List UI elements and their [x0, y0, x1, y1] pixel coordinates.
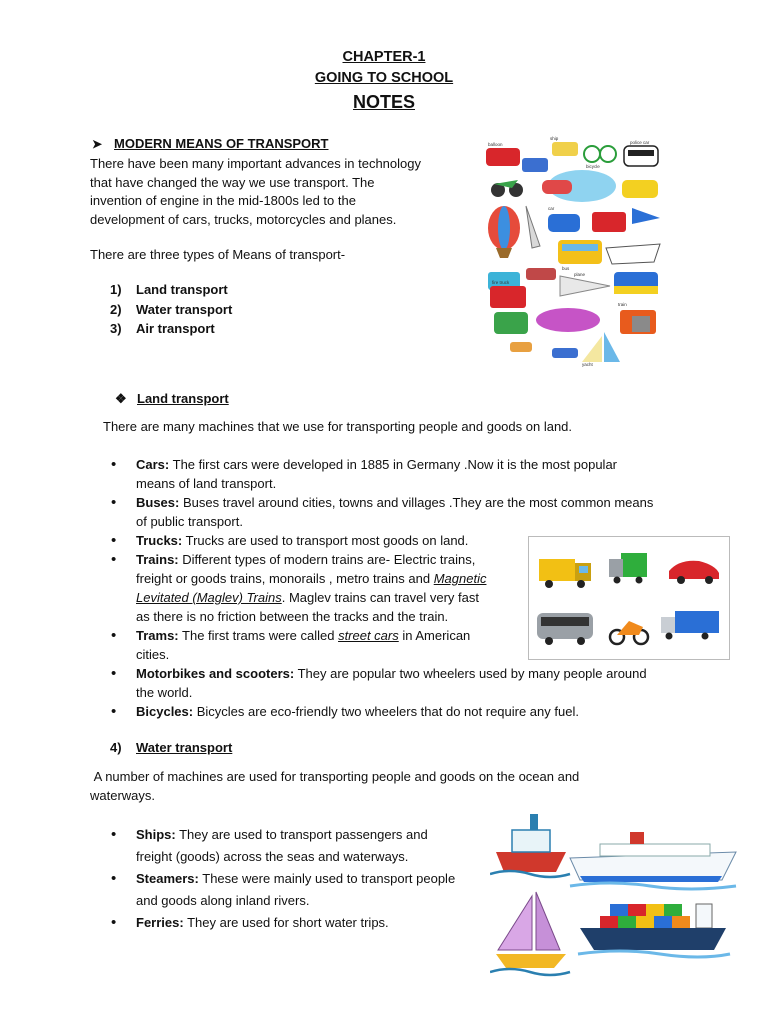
list-item: 2) Water transport	[110, 301, 233, 317]
svg-text:car: car	[548, 206, 555, 211]
svg-text:ship: ship	[550, 136, 559, 141]
modern-paragraph: There have been many important advances in technology that have changed the way we use transport. The invention of engine in the mid-1800s led to the development of cars, trucks, motorcycles and planes.	[90, 156, 421, 227]
land-intro: There are many machines that we use for transporting people and goods on land.	[103, 419, 573, 434]
svg-text:bus: bus	[562, 266, 570, 271]
list-item-motorbikes: • Motorbikes and scooters: They are popular two wheelers used by many people around the world.	[109, 664, 709, 702]
svg-text:plane: plane	[574, 272, 586, 277]
list-item-steamers: • Steamers: These were mainly used to transport people and goods along inland rivers.	[109, 868, 479, 912]
modern-transport-heading: ➤ MODERN MEANS OF TRANSPORT	[92, 136, 329, 151]
list-item-cars: • Cars: The first cars were developed in 1885 in Germany .Now it is the most popular means of land transport.	[109, 455, 709, 493]
list-item-trains: • Trains: Different types of modern trains are- Electric trains, freight or goods trains, monorails , metro trains and Magnetic Levitated (Maglev) Trains. Maglev trains can travel very fast as there is no friction between the tracks and the train.	[109, 550, 709, 626]
list-item-bicycles: • Bicycles: Bicycles are eco-friendly two wheelers that do not require any fuel.	[109, 702, 709, 721]
svg-text:bicycle: bicycle	[586, 164, 600, 169]
list-item: 3) Air transport	[110, 321, 215, 336]
list-item: 1) Land transport	[110, 282, 228, 297]
water-intro: A number of machines are used for transporting people and goods on the ocean and waterways.	[90, 769, 580, 803]
water-transport-heading: 4) Water transport	[110, 740, 233, 755]
svg-text:train: train	[618, 302, 627, 307]
list-item-ferries: • Ferries: They are used for short water trips.	[109, 912, 479, 934]
svg-text:police car: police car	[630, 140, 650, 145]
diamond-bullet-icon: ❖	[115, 391, 127, 406]
list-item-trams: • Trams: The first trams were called street cars in American cities.	[109, 626, 709, 664]
land-transport-heading: ❖ Land transport	[115, 391, 229, 406]
svg-text:balloon: balloon	[488, 142, 503, 147]
transport-collage-image	[482, 136, 664, 368]
list-item-ships: • Ships: They are used to transport passengers and freight (goods) across the seas and waterways.	[109, 824, 479, 868]
land-vehicles-image	[528, 536, 730, 660]
arrow-bullet-icon: ➤	[92, 137, 103, 151]
water-transport-list	[109, 824, 479, 934]
water-vehicles-image	[490, 800, 740, 982]
types-intro: There are three types of Means of transport-	[90, 247, 346, 262]
types-list	[110, 280, 232, 339]
chapter-number: CHAPTER-1	[342, 49, 426, 65]
notes-heading: NOTES	[352, 92, 415, 112]
svg-text:yacht: yacht	[582, 362, 593, 367]
list-item-trucks: • Trucks: Trucks are used to transport most goods on land.	[109, 531, 709, 550]
list-item-buses: • Buses: Buses travel around cities, towns and villages .They are the most common means of public transport.	[109, 493, 709, 531]
svg-text:fire truck: fire truck	[492, 280, 510, 285]
chapter-title: GOING TO SCHOOL	[314, 70, 454, 86]
